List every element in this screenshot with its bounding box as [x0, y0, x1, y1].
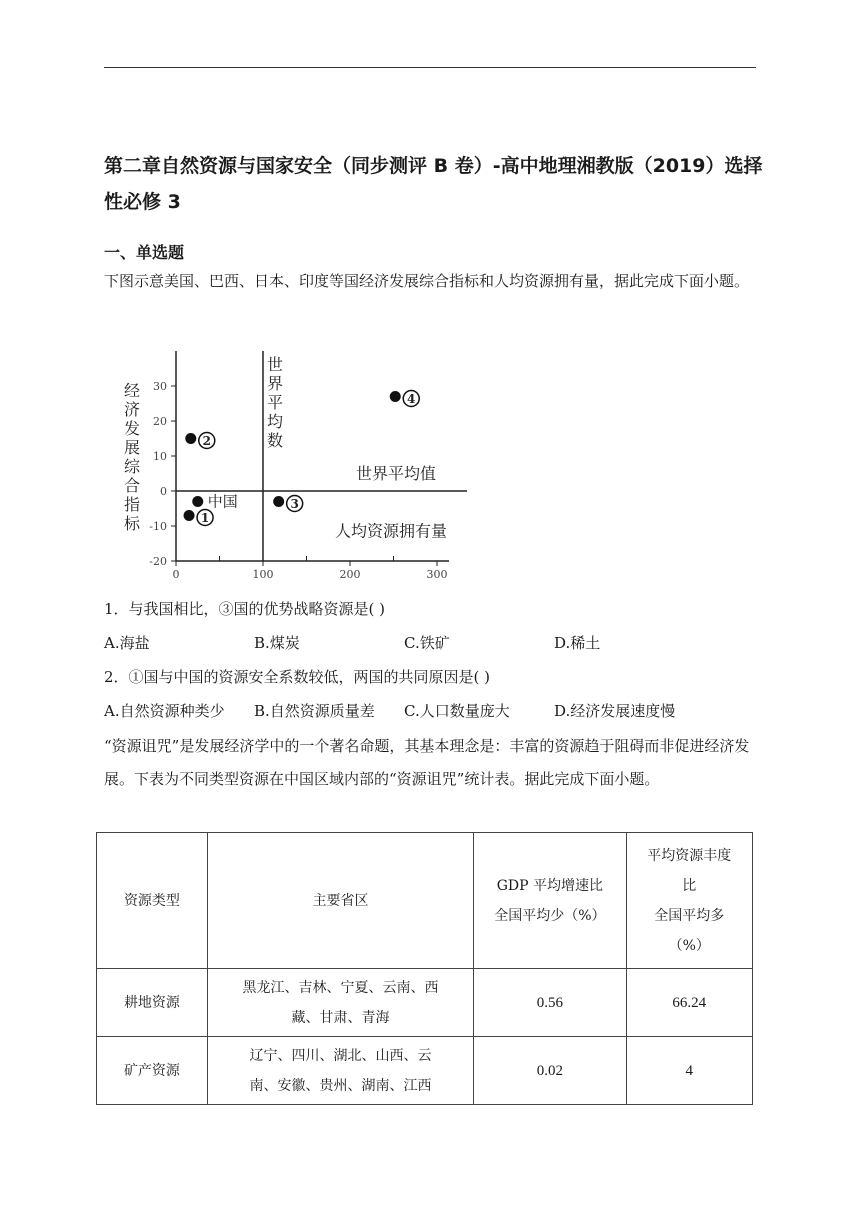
y-tick-label: 20: [153, 415, 167, 428]
y-tick-label: -10: [149, 520, 167, 533]
resource-curse-table: [96, 832, 753, 1105]
header-gdp-line2: 全国平均少（%）: [494, 907, 606, 924]
table-row: [97, 969, 753, 1037]
row-2-provinces-line1: 辽宁、四川、湖北、山西、云: [249, 1047, 432, 1064]
header-abundance: [626, 833, 752, 969]
data-point: [184, 510, 195, 521]
q1-option-a[interactable]: A.海盐: [104, 634, 150, 652]
row-2-gdp: 0.02: [474, 1037, 626, 1105]
table-row: [97, 1037, 753, 1105]
point-label: 3: [290, 497, 299, 511]
q2-option-b[interactable]: B.自然资源质量差: [254, 702, 375, 720]
row-1-provinces-line2: 藏、甘肃、青海: [291, 1009, 390, 1026]
y-tick-label: 10: [153, 450, 167, 463]
row-1-gdp: 0.56: [474, 969, 626, 1037]
document-title: 第二章自然资源与国家安全（同步测评 B 卷）-高中地理湘教版（2019）选择性必修 3: [104, 155, 763, 213]
x-tick-label: 200: [339, 568, 361, 581]
header-abundance-line2: 比: [682, 877, 697, 894]
question-1-stem: 1．与我国相比，③国的优势战略资源是( ): [104, 600, 386, 618]
y-tick-label: 0: [160, 485, 167, 498]
intro-passage: 下图示意美国、巴西、日本、印度等国经济发展综合指标和人均资源拥有量，据此完成下面小题。: [104, 272, 750, 290]
data-point: [185, 433, 196, 444]
scatter-chart: [114, 346, 494, 584]
point-label: 4: [407, 392, 416, 406]
header-abundance-line4: （%）: [668, 937, 710, 954]
row-1-provinces: [207, 969, 473, 1037]
y-axis-label: 经济发展综合指标: [123, 381, 141, 533]
data-point: [192, 496, 203, 507]
chart-axes: [124, 351, 467, 581]
question-2-stem: 2．①国与中国的资源安全系数较低，两国的共同原因是( ): [104, 668, 491, 686]
y-tick-label: 30: [153, 380, 167, 393]
q1-option-b[interactable]: B.煤炭: [254, 634, 300, 652]
header-gdp: [474, 833, 626, 969]
header-gdp-line1: GDP 平均增速比: [496, 877, 603, 894]
x-axis-label: 人均资源拥有量: [334, 521, 447, 541]
point-label: 2: [202, 434, 211, 448]
q1-option-c[interactable]: C.铁矿: [404, 634, 450, 652]
point-label-china: 中国: [207, 492, 238, 511]
data-point: [273, 496, 284, 507]
x-tick-label: 0: [172, 568, 180, 581]
vertical-reference-label: 世界平均数: [266, 355, 284, 450]
q2-option-c[interactable]: C.人口数量庞大: [404, 702, 510, 720]
row-2-type: 矿产资源: [97, 1037, 208, 1105]
section-heading: 一、单选题: [104, 243, 185, 262]
row-1-provinces-line1: 黑龙江、吉林、宁夏、云南、西: [242, 979, 439, 996]
row-1-type: 耕地资源: [97, 969, 208, 1037]
point-label: 1: [200, 511, 210, 525]
q2-option-a[interactable]: A.自然资源种类少: [104, 702, 225, 720]
header-abundance-line3: 全国平均多: [654, 907, 725, 924]
resource-curse-passage: “资源诅咒”是发展经济学中的一个著名命题，其基本理念是：丰富的资源趋于阻碍而非促进经济发展。下表为不同类型资源在中国区域内部的“资源诅咒”统计表。据此完成下面小题。: [104, 737, 750, 788]
header-provinces: 主要省区: [207, 833, 473, 969]
horizontal-reference-label: 世界平均值: [355, 464, 436, 483]
q2-option-d[interactable]: D.经济发展速度慢: [554, 702, 676, 720]
row-1-abundance: 66.24: [626, 969, 752, 1037]
header-abundance-line1: 平均资源丰度: [647, 847, 732, 864]
row-2-provinces-line2: 南、安徽、贵州、湖南、江西: [249, 1077, 432, 1094]
header-type: 资源类型: [97, 833, 208, 969]
y-tick-label: -20: [149, 555, 167, 568]
q1-option-d[interactable]: D.稀土: [554, 634, 601, 652]
header-rule: [104, 67, 756, 68]
row-2-provinces: [207, 1037, 473, 1105]
x-tick-label: 300: [426, 568, 448, 581]
row-2-abundance: 4: [626, 1037, 752, 1105]
x-tick-label: 100: [252, 568, 274, 581]
chart-marks: [184, 391, 420, 526]
table-header-row: [97, 833, 753, 969]
data-point: [390, 391, 401, 402]
